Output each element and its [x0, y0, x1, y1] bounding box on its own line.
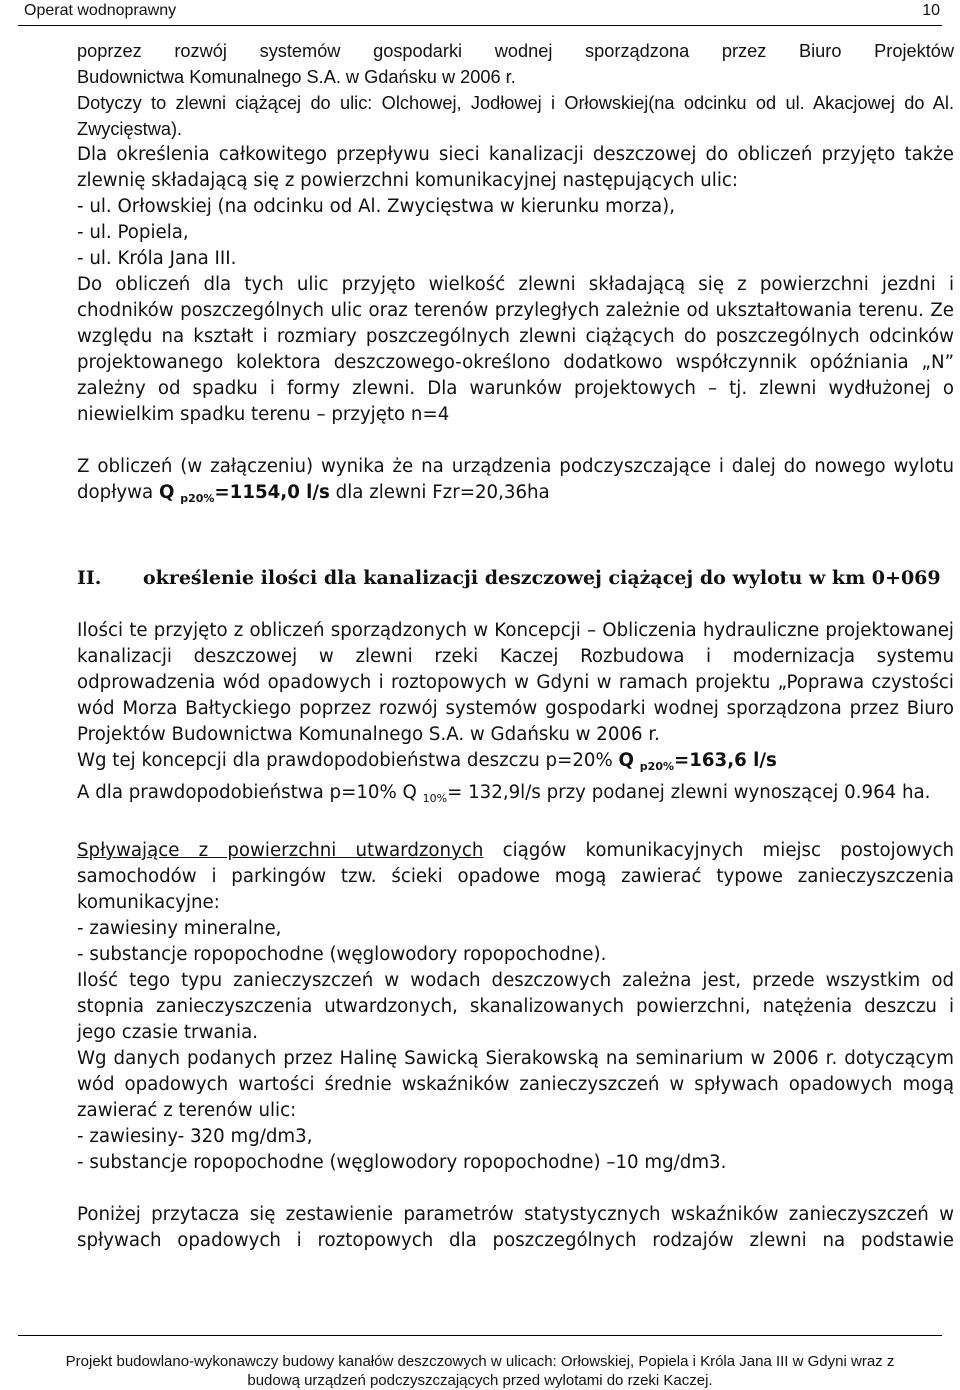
list-item: - zawiesiny mineralne, — [77, 918, 282, 939]
flow-symbol: Q — [618, 750, 634, 771]
header-title: Operat wodnoprawny — [24, 2, 177, 19]
paragraph-wg-koncepcji: Wg tej koncepcji dla prawdopodobieństwa deszczu p=20% Q $_{p20\%}$=163,6 l/s — [77, 750, 777, 773]
flow-subscript: p20% — [639, 760, 674, 773]
list-item: - ul. Króla Jana III. — [77, 248, 237, 269]
paragraph-ponizej: Poniżej przytacza się zestawienie parametrów statystycznych wskaźników zanieczyszczeń w spływach opadowych i roztopowych dla poszczególnych rodzajów zlewni na podstawie — [77, 1204, 954, 1251]
paragraph-splyw: Spływające z powierzchni utwardzonych ciągów komunikacyjnych miejsc postojowych samochodów i parkingów tzw. ścieki opadowe mogą zawierać typowe zanieczyszczenia komunikacyjne: — [77, 840, 954, 913]
paragraph-dotyczy: Dotyczy to zlewni ciążącej do ulic: Olchowej, Jodłowej i Orłowskiej(na odcinku od ul. Akacjowej do Al. Zwycięstwa). — [77, 93, 954, 139]
underlined-text: Spływające z powierzchni utwardzonych — [77, 840, 484, 861]
section-title: określenie ilości dla kanalizacji deszczowej ciążącej do wylotu w km 0+069 — [143, 567, 941, 589]
section-number: II. — [77, 567, 102, 589]
paragraph-p10: A dla prawdopodobieństwa p=10% Q $_{10\%}$= 132,9l/s przy podanej zlewni wynoszącej 0.964 ha. — [77, 782, 931, 805]
list-item: - zawiesiny- 320 mg/dm3, — [77, 1126, 313, 1147]
page-header — [18, 0, 942, 26]
page-footer — [18, 1335, 942, 1390]
text-line: poprzez rozwój systemów gospodarki wodnej sporządzona przez Biuro Projektów — [77, 41, 954, 61]
flow-subscript: p20% — [180, 492, 215, 505]
list-item: - substancje ropopochodne (węglowodory ropopochodne) –10 mg/dm3. — [77, 1152, 727, 1173]
list-item: - ul. Popiela, — [77, 222, 189, 243]
text-line: Budownictwa Komunalnego S.A. w Gdańsku w 2006 r. — [77, 67, 516, 87]
list-item: - substancje ropopochodne (węglowodory ropopochodne). — [77, 944, 607, 965]
footer-line: Projekt budowlano-wykonawczy budowy kanałów deszczowych w ulicach: Orłowskiej, Popiela i Króla Jana III w Gdyni wraz z — [65, 1353, 895, 1370]
page-number: 10 — [922, 2, 940, 19]
flow-value: =1154,0 l/s — [214, 482, 330, 503]
paragraph-result: Z obliczeń (w załączeniu) wynika że na urządzenia podczyszczające i dalej do nowego wylotu dopływa Q $_{p20\%}$=1154,0 l/s dla zlewni Fzr=20,36ha — [77, 456, 954, 505]
document-body — [77, 38, 954, 1254]
section-heading — [77, 564, 954, 592]
paragraph-ilosci: Ilości te przyjęto z obliczeń sporządzonych w Koncepcji – Obliczenia hydrauliczne projektowanej kanalizacji deszczowej w zlewni rzeki Kaczej Rozbudowa i modernizacja systemu odprowadzenia wód opadowych i roztopowych w Gdyni w ramach projektu „Poprawa czystości wód Morza Bałtyckiego poprzez rozwój systemów gospodarki wodnej sporządzona przez Biuro Projektów Budownictwa Komunalnego S.A. w Gdańsku w 2006 r. — [77, 620, 954, 745]
paragraph-ilosc: Ilość tego typu zanieczyszczeń w wodach deszczowych zależna jest, przede wszystkim od stopnia zanieczyszczenia utwardzonych, skanalizowanych powierzchni, natężenia deszczu i jego czasie trwania. — [77, 970, 954, 1043]
flow-symbol: Q — [158, 482, 175, 503]
paragraph-zlewnie: Do obliczeń dla tych ulic przyjęto wielkość zlewni składającą się z powierzchni jezdni i chodników poszczególnych ulic oraz terenów przyległych zależnie od ukształtowania terenu. Ze względu na kształt i rozmiary poszczególnych zlewni ciążących do poszczególnych odcinków projektowanego kolektora deszczowego-określono dodatkowo współczynnik opóźniania „N” zależny od spadku i formy zlewni. Dla warunków projektowych – tj. zlewni wydłużonej o niewielkim spadku terenu – przyjęto n=4 — [77, 274, 954, 425]
flow-subscript: 10% — [422, 792, 448, 805]
footer-line: budową urządzeń podczyszczających przed wylotami do rzeki Kaczej. — [247, 1372, 713, 1389]
flow-value: =163,6 l/s — [674, 750, 777, 771]
paragraph-dla: Dla określenia całkowitego przepływu sieci kanalizacji deszczowej do obliczeń przyjęto także zlewnię składającą się z powierzchni komunikacyjnej następujących ulic: — [77, 144, 954, 191]
list-item: - ul. Orłowskiej (na odcinku od Al. Zwycięstwa w kierunku morza), — [77, 196, 676, 217]
paragraph-wg-danych: Wg danych podanych przez Halinę Sawicką Sierakowską na seminarium w 2006 r. dotyczącym wód opadowych wartości średnie wskaźników zanieczyszczeń w spływach opadowych mogą zawierać z terenów ulic: — [77, 1048, 954, 1121]
